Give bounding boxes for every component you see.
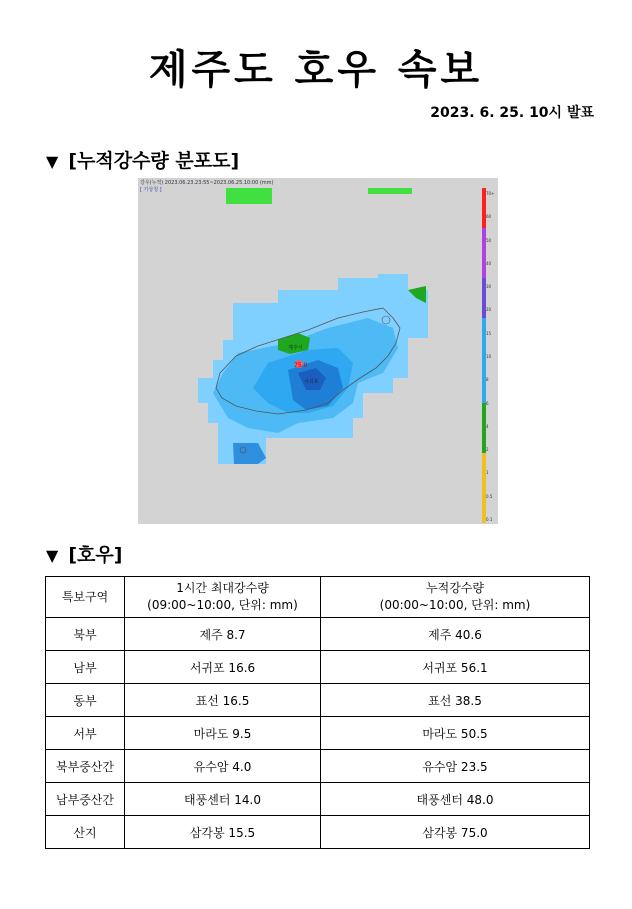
header-hourly-max-title: 1시간 최대강수량 <box>176 581 269 595</box>
map-label-max-value: 75.0 <box>294 362 308 369</box>
map-section-heading <box>46 146 239 173</box>
colorbar-tick: 60 <box>486 214 492 220</box>
map-header-period: 강우(누적) 2023.06.23.23:55~2023.06.25.10:00 (mm) <box>140 180 274 186</box>
colorbar-tick: 20 <box>486 307 492 313</box>
table-row <box>46 783 590 816</box>
cell-hourly: 제주 8.7 <box>125 618 321 651</box>
rainfall-table <box>45 576 590 849</box>
rainfall-distribution-map <box>138 178 498 524</box>
map-header-agency: [ 기상청 ] <box>140 187 162 193</box>
header-accumulated-title: 누적강수량 <box>426 581 484 595</box>
colorbar-tick: 50 <box>486 237 492 243</box>
triangle-marker-icon: ▼ <box>46 152 59 171</box>
header-accumulated-sub: (00:00~10:00, 단위: mm) <box>379 598 531 612</box>
rainfall-map-graphic <box>138 178 498 524</box>
green-patch-top-right <box>368 188 412 194</box>
cell-hourly: 표선 16.5 <box>125 684 321 717</box>
cell-region: 북부중산간 <box>46 750 125 783</box>
cell-hourly: 유수암 4.0 <box>125 750 321 783</box>
cell-region: 남부중산간 <box>46 783 125 816</box>
table-row <box>46 618 590 651</box>
colorbar-tick: 0.5 <box>486 493 493 499</box>
colorbar-tick-labels <box>486 192 496 522</box>
cell-hourly: 서귀포 16.6 <box>125 651 321 684</box>
cell-hourly: 삼각봉 15.5 <box>125 816 321 849</box>
map-label-jeju: 제주시 <box>288 345 303 351</box>
colorbar-tick: 15 <box>486 330 492 336</box>
cell-total: 유수암 23.5 <box>321 750 590 783</box>
cell-hourly: 태풍센터 14.0 <box>125 783 321 816</box>
table-row <box>46 750 590 783</box>
cell-total: 삼각봉 75.0 <box>321 816 590 849</box>
triangle-marker-icon: ▼ <box>46 546 59 565</box>
colorbar-tick: 30 <box>486 284 492 290</box>
colorbar-tick: 8 <box>486 377 489 383</box>
header-hourly-max <box>125 577 321 618</box>
cell-total: 제주 40.6 <box>321 618 590 651</box>
map-section-title: [누적강수량 분포도] <box>68 150 240 172</box>
colorbar-tick: 40 <box>486 260 492 266</box>
header-region: 특보구역 <box>46 577 125 618</box>
cell-total: 표선 38.5 <box>321 684 590 717</box>
cell-total: 마라도 50.5 <box>321 717 590 750</box>
map-header <box>140 180 274 194</box>
table-row <box>46 816 590 849</box>
cell-total: 서귀포 56.1 <box>321 651 590 684</box>
cell-region: 북부 <box>46 618 125 651</box>
colorbar-tick: 0.1 <box>486 516 493 522</box>
header-hourly-max-sub: (09:00~10:00, 단위: mm) <box>147 598 298 612</box>
table-section-heading <box>46 540 122 567</box>
cell-region: 산지 <box>46 816 125 849</box>
issue-date: 2023. 6. 25. 10시 발표 <box>430 105 594 121</box>
page-title: 제주도 호우 속보 <box>148 47 484 93</box>
colorbar-tick: 4 <box>486 423 489 429</box>
colorbar-tick: 2 <box>486 447 489 453</box>
table-section-title: [호우] <box>68 544 123 566</box>
table-row <box>46 684 590 717</box>
table-header-row <box>46 577 590 618</box>
colorbar-tick: 6 <box>486 400 489 406</box>
colorbar-tick: 1 <box>486 470 489 476</box>
cell-region: 서부 <box>46 717 125 750</box>
colorbar-tick: 10 <box>486 353 492 359</box>
colorbar-tick: 70+ <box>486 191 495 196</box>
header-accumulated <box>321 577 590 618</box>
map-label-seogwipo: 서귀포 <box>304 379 319 385</box>
cell-hourly: 마라도 9.5 <box>125 717 321 750</box>
table-row <box>46 717 590 750</box>
table-row <box>46 651 590 684</box>
cell-total: 태풍센터 48.0 <box>321 783 590 816</box>
cell-region: 남부 <box>46 651 125 684</box>
cell-region: 동부 <box>46 684 125 717</box>
